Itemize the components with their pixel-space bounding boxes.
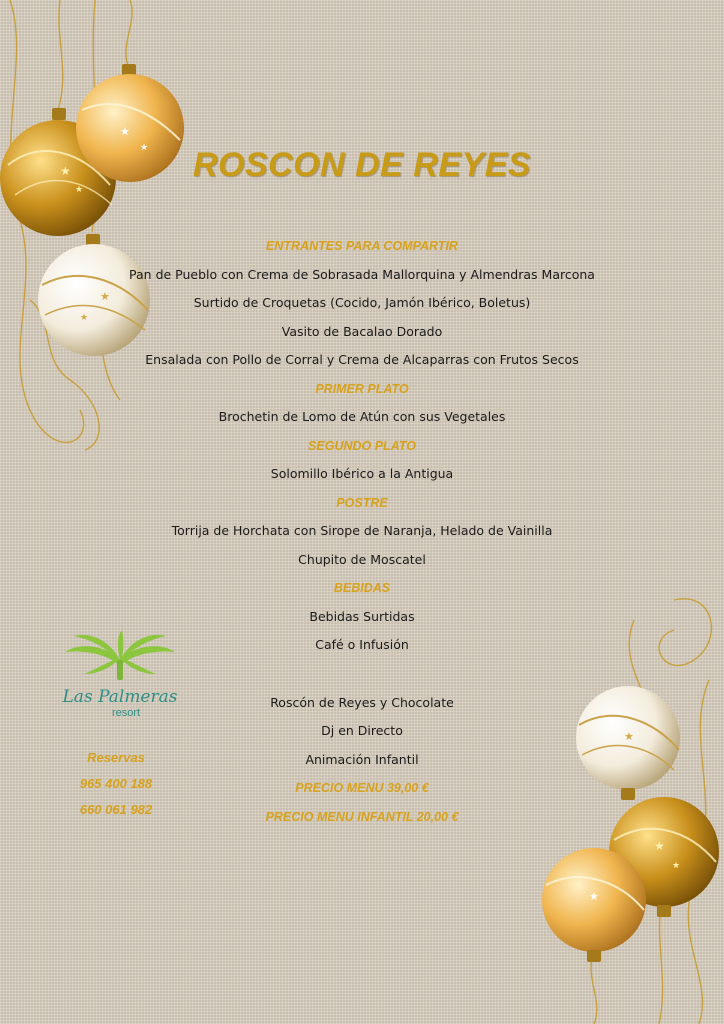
price-adult: PRECIO MENU 39,00 € [295, 781, 429, 795]
extra-item: Animación Infantil [305, 751, 419, 767]
svg-text:★: ★ [80, 313, 89, 323]
palm-tree-icon [65, 630, 175, 680]
logo-text: Las Palmeras [62, 687, 178, 707]
menu-item: Torrija de Horchata con Sirope de Naranja, Helado de Vainilla [171, 523, 553, 538]
section-heading-entrantes: ENTRANTES PARA COMPARTIR [266, 239, 458, 253]
menu-item: Chupito de Moscatel [298, 551, 426, 567]
svg-text:★: ★ [654, 839, 665, 853]
svg-text:★: ★ [624, 730, 634, 743]
extra-item: Dj en Directo [321, 723, 403, 738]
svg-text:★: ★ [100, 290, 110, 303]
extra-item: Roscón de Reyes y Chocolate [270, 694, 454, 710]
reservas-label: Reservas [87, 750, 145, 765]
svg-text:★: ★ [120, 125, 130, 138]
page-title: ROSCON DE REYES [192, 146, 532, 184]
contact-block [56, 745, 176, 823]
svg-text:★: ★ [75, 185, 84, 195]
section-heading-bebidas: BEBIDAS [333, 581, 391, 595]
menu-item: Brochetin de Lomo de Atún con sus Vegetales [218, 409, 506, 424]
menu-item: Vasito de Bacalao Dorado [281, 323, 443, 339]
section-heading-postre: POSTRE [336, 495, 388, 510]
svg-text:★: ★ [60, 164, 71, 178]
logo-subtext: resort [111, 707, 141, 719]
menu-item: Café o Infusión [315, 637, 409, 652]
section-heading-primer-plato: PRIMER PLATO [315, 381, 409, 396]
section-heading-segundo-plato: SEGUNDO PLATO [308, 438, 416, 453]
svg-text:★: ★ [140, 143, 149, 153]
las-palmeras-logo [60, 630, 180, 725]
menu-item: Surtido de Croquetas (Cocido, Jamón Ibérico, Boletus) [193, 295, 531, 310]
peach-bauble-icon [542, 848, 646, 962]
menu-item: Bebidas Surtidas [309, 608, 415, 624]
menu-item: Ensalada con Pollo de Corral y Crema de Alcaparras con Frutos Secos [145, 352, 579, 367]
svg-text:★: ★ [589, 890, 599, 903]
phone-number[interactable]: 660 061 982 [79, 802, 153, 817]
phone-number[interactable]: 965 400 188 [79, 776, 153, 791]
price-child: PRECIO MENU INFANTIL 20,00 € [265, 809, 459, 824]
menu-item: Pan de Pueblo con Crema de Sobrasada Mallorquina y Almendras Marcona [129, 266, 595, 282]
menu-list [0, 232, 724, 831]
svg-text:★: ★ [672, 861, 681, 871]
menu-item: Solomillo Ibérico a la Antigua [270, 466, 454, 481]
